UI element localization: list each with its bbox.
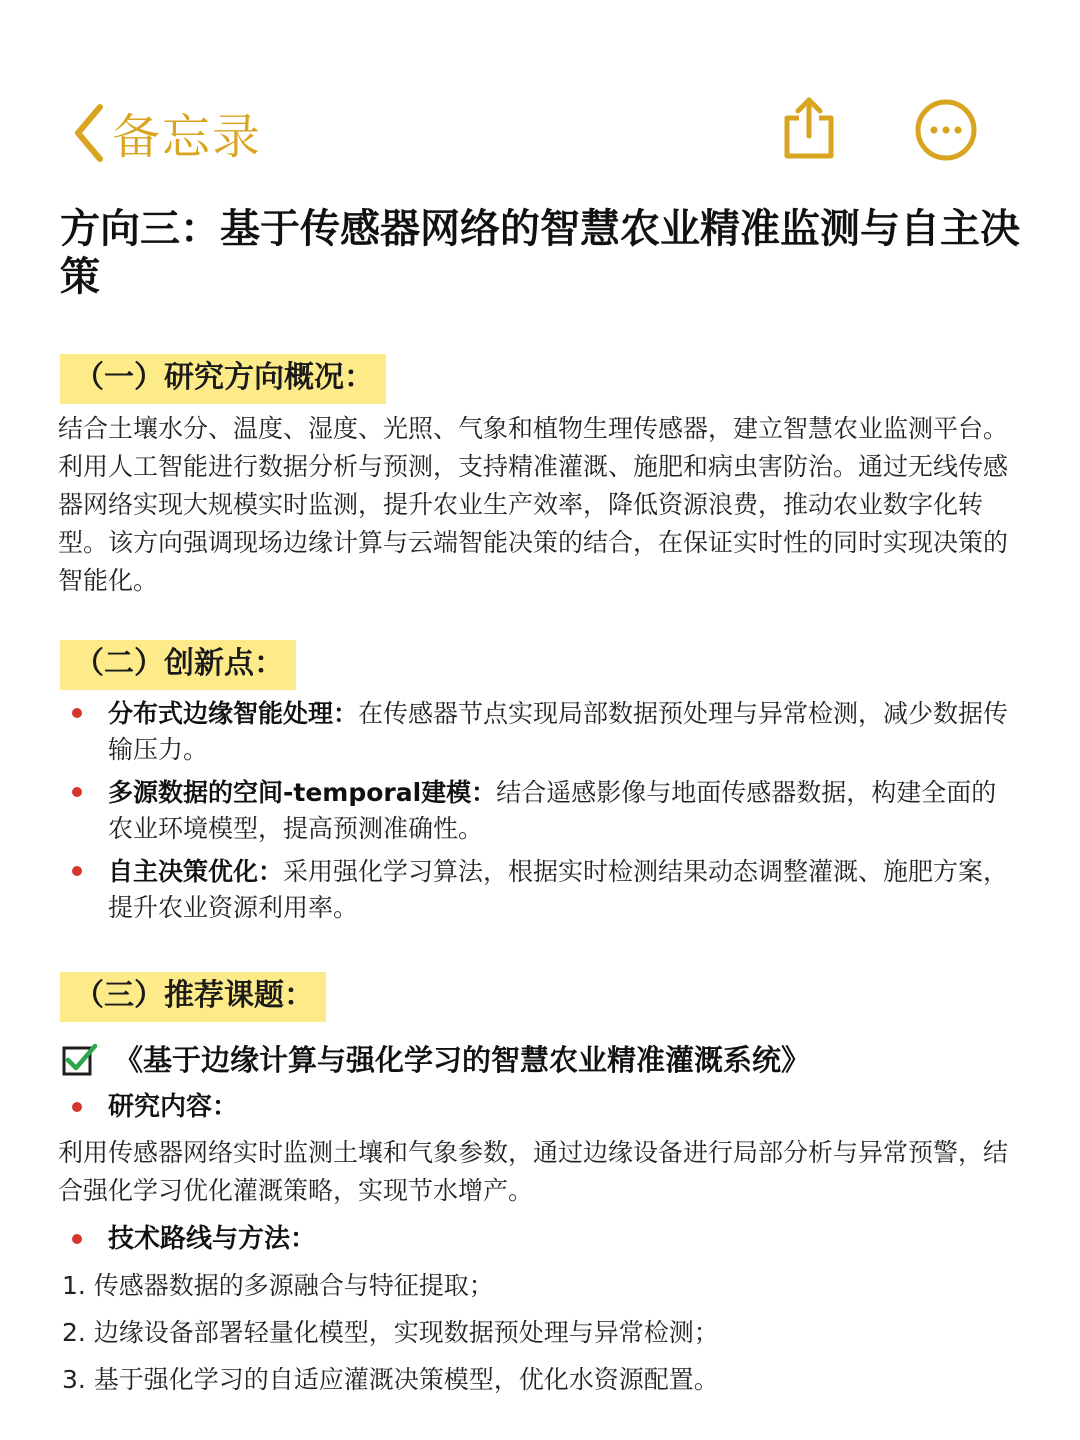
back-label: 备忘录 [112,109,263,165]
bullet-dot-icon [72,1234,82,1244]
section-heading-overview: （一）研究方向概况： [60,354,386,404]
bullet-dot-icon [72,866,82,876]
bullet-dot-icon [72,787,82,797]
section-heading-innovation: （二）创新点： [60,640,296,690]
item-text: 采用强化学习算法，根据实时检测结果动态调整灌溉、施肥方案，提升农业资源利用率。 [108,857,1009,922]
item-text: 结合遥感影像与地面传感器数据，构建全面的农业环境模型，提高预测准确性。 [108,778,997,843]
item-title: 自主决策优化： [108,857,284,886]
more-button[interactable] [914,98,978,166]
bullet-dot-icon [72,1102,82,1112]
navigation-bar [0,92,1080,172]
bullet-dot-icon [72,708,82,718]
share-button[interactable] [780,96,838,164]
list-item [66,696,1016,768]
recommended-topic [62,1038,810,1079]
share-icon [780,96,838,160]
method-label: 技术路线与方法： [66,1220,316,1258]
research-content-paragraph: 利用传感器网络实时监测土壤和气象参数，通过边缘设备进行局部分析与异常预警，结合强化学习优化灌溉策略，实现节水增产。 [58,1138,1009,1205]
step-item: 2. 边缘设备部署轻量化模型，实现数据预处理与异常检测； [62,1318,719,1347]
item-text: 在传感器节点实现局部数据预处理与异常检测，减少数据传输压力。 [108,699,1009,764]
research-content-label: 研究内容： [66,1088,238,1126]
overview-paragraph: 结合土壤水分、温度、湿度、光照、气象和植物生理传感器，建立智慧农业监测平台。利用人工智能进行数据分析与预测，支持精准灌溉、施肥和病虫害防治。通过无线传感器网络实现大规模实时监测，提升农业生产效率，降低资源浪费，推动农业数字化转型。该方向强调现场边缘计算与云端智能决策的结合，在保证实时性的同时实现决策的智能化。 [58,414,1009,595]
checkbox-checked-icon[interactable] [62,1042,98,1076]
list-item [66,854,1016,926]
more-icon [914,98,978,162]
method-steps [62,1262,1022,1403]
chevron-left-icon [72,103,106,163]
note-title: 方向三：基于传感器网络的智慧农业精准监测与自主决策 [60,206,1020,300]
section-heading-topics: （三）推荐课题： [60,972,326,1022]
list-item [66,775,1016,847]
item-title: 分布式边缘智能处理： [108,699,359,728]
innovation-list [66,696,1016,933]
back-button[interactable] [72,98,262,167]
step-item: 1. 传感器数据的多源融合与特征提取； [62,1271,494,1300]
item-title: 多源数据的空间-temporal建模： [108,778,497,807]
topic-title: 《基于边缘计算与强化学习的智慧农业精准灌溉系统》 [114,1043,811,1077]
step-item: 3. 基于强化学习的自适应灌溉决策模型，优化水资源配置。 [62,1365,719,1394]
